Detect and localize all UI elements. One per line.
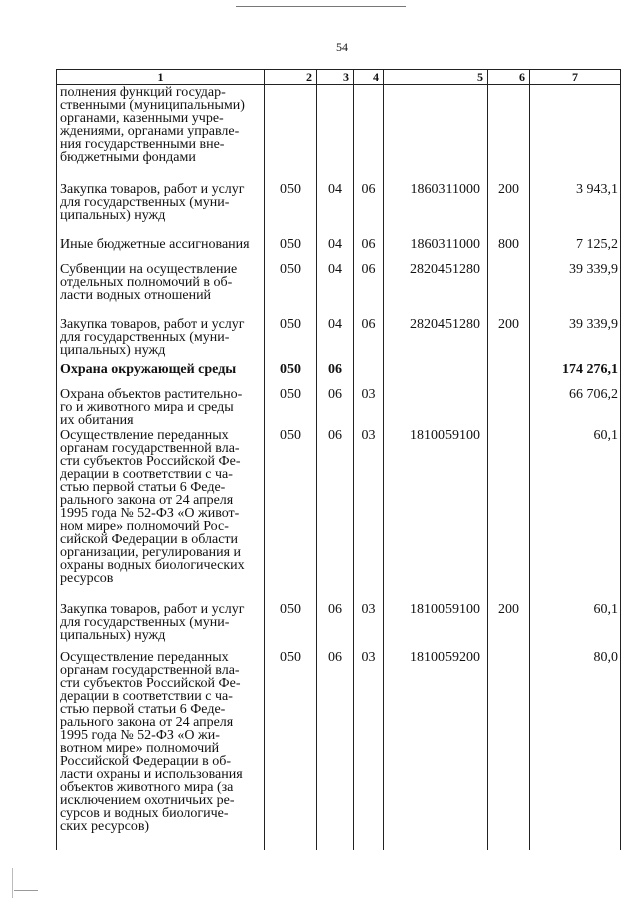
row-name: полнения функций государ- ственными (муниципальными) органами, казенными учре- ждениями, органами управле- ния государственными вне- бюджетными фондами [60, 85, 245, 165]
cell-value-c2: 050 [280, 386, 301, 402]
cell-c6 [488, 650, 530, 850]
cell-c6 [488, 317, 530, 362]
col-header-6: 6 [488, 70, 530, 85]
cell-value-c4: 03 [361, 427, 376, 443]
cell-value-c2: 050 [280, 649, 301, 665]
table-row [57, 428, 621, 602]
cell-c7 [530, 85, 621, 182]
cell-value-c3: 06 [328, 361, 342, 377]
cell-value-c3 [317, 85, 353, 86]
table-row [57, 602, 621, 650]
cell-value-c6: 200 [498, 601, 519, 617]
cell-value-c7: 60,1 [593, 601, 618, 617]
cell-c4 [354, 317, 384, 362]
cell-value-c4: 03 [361, 649, 376, 665]
cell-value-c2: 050 [280, 361, 301, 377]
cell-c4 [354, 362, 384, 387]
cell-c3 [317, 262, 354, 317]
cell-c4 [354, 262, 384, 317]
cell-c3 [317, 650, 354, 850]
cell-value-c4: 03 [361, 386, 376, 402]
cell-c4 [354, 387, 384, 428]
cell-c7 [530, 182, 621, 237]
cell-c6 [488, 85, 530, 182]
cell-value-c4: 06 [361, 316, 376, 332]
cell-value-c3: 04 [328, 261, 342, 277]
cell-c3 [317, 362, 354, 387]
cell-c5 [384, 182, 488, 237]
row-name: Закупка товаров, работ и услуг для государственных (муни- ципальных) нужд [60, 181, 245, 223]
row-name-cell [57, 362, 265, 387]
cell-value-c5 [384, 362, 487, 363]
cell-value-c2: 050 [280, 236, 301, 252]
table-row [57, 182, 621, 237]
cell-value-c6: 200 [498, 316, 519, 332]
cell-c7 [530, 317, 621, 362]
cell-c5 [384, 362, 488, 387]
cell-value-c4: 03 [361, 601, 376, 617]
header-row [57, 70, 621, 85]
row-name-cell [57, 650, 265, 850]
row-name: Охрана окружающей среды [60, 361, 237, 377]
cell-value-c2: 050 [280, 181, 301, 197]
cell-c3 [317, 182, 354, 237]
cell-value-c6 [488, 650, 529, 651]
row-name: Закупка товаров, работ и услуг для государственных (муни- ципальных) нужд [60, 316, 245, 358]
cell-value-c5 [384, 387, 487, 388]
cell-c5 [384, 602, 488, 650]
table-row [57, 262, 621, 317]
cell-c3 [317, 387, 354, 428]
cell-c4 [354, 428, 384, 602]
cell-c5 [384, 387, 488, 428]
row-name-cell [57, 262, 265, 317]
col-header-5: 5 [384, 70, 488, 85]
cell-c6 [488, 387, 530, 428]
cell-value-c7: 80,0 [593, 649, 618, 665]
table-row [57, 387, 621, 428]
cell-c4 [354, 237, 384, 262]
cell-c7 [530, 428, 621, 602]
row-name-cell [57, 237, 265, 262]
cell-c7 [530, 362, 621, 387]
cell-value-c2 [265, 85, 316, 86]
cell-c4 [354, 650, 384, 850]
cell-c2 [265, 317, 317, 362]
cell-value-c5: 2820451280 [410, 261, 480, 277]
cell-value-c2: 050 [280, 427, 301, 443]
row-name: Закупка товаров, работ и услуг для государственных (муни- ципальных) нужд [60, 601, 245, 643]
cell-c6 [488, 362, 530, 387]
cell-value-c2: 050 [280, 261, 301, 277]
cell-value-c5: 2820451280 [410, 316, 480, 332]
cell-value-c6: 800 [498, 236, 519, 252]
cell-value-c2: 050 [280, 601, 301, 617]
cell-c7 [530, 262, 621, 317]
cell-value-c7: 7 125,2 [576, 236, 618, 252]
cell-c5 [384, 237, 488, 262]
col-header-3: 3 [317, 70, 354, 85]
row-name: Субвенции на осуществление отдельных полномочий в об- ласти водных отношений [60, 261, 238, 303]
col-header-1: 1 [57, 70, 265, 85]
cell-c7 [530, 387, 621, 428]
cell-value-c4: 06 [361, 236, 376, 252]
cell-c7 [530, 237, 621, 262]
cell-c5 [384, 317, 488, 362]
cell-c6 [488, 602, 530, 650]
cell-c6 [488, 262, 530, 317]
cell-value-c3: 06 [328, 386, 342, 402]
cell-c2 [265, 262, 317, 317]
cell-value-c6 [488, 85, 529, 86]
cell-c4 [354, 602, 384, 650]
cell-value-c3: 04 [328, 181, 342, 197]
row-name-cell [57, 428, 265, 602]
cell-value-c7: 60,1 [593, 427, 618, 443]
cell-value-c6 [488, 262, 529, 263]
row-name-cell [57, 317, 265, 362]
row-name: Осуществление переданных органам государственной вла- сти субъектов Российской Фе- дерации в соответствии с ча- стью первой статьи 6 Феде- рального закона от 24 апреля 1995 года № 52-ФЗ «О живот- ном мире» полномочий Рос- сийской Федерации в области организации, регулирования и охраны водных биологических ресурсов [60, 427, 245, 586]
table-row [57, 317, 621, 362]
cell-value-c5: 1860311000 [410, 181, 480, 197]
cell-value-c7: 174 276,1 [562, 361, 618, 377]
table-row [57, 85, 621, 182]
cell-value-c2: 050 [280, 316, 301, 332]
cell-c3 [317, 85, 354, 182]
cell-value-c5 [384, 85, 487, 86]
row-name-cell [57, 387, 265, 428]
cell-value-c6: 200 [498, 181, 519, 197]
col-header-2: 2 [265, 70, 317, 85]
cell-c6 [488, 237, 530, 262]
row-name-cell [57, 85, 265, 182]
cell-value-c4 [354, 362, 383, 363]
cell-c3 [317, 237, 354, 262]
cell-value-c5: 1860311000 [410, 236, 480, 252]
table-body [57, 85, 621, 850]
cell-value-c5: 1810059100 [410, 601, 480, 617]
row-name: Осуществление переданных органам государственной вла- сти субъектов Российской Фе- дерации в соответствии с ча- стью первой статьи 6 Феде- рального закона от 24 апреля 1995 года № 52-ФЗ «О жи- вотном мире» полномочий Российской Федерации в об- ласти охраны и использования объектов животного мира (за исключением охотничьих ре- сурсов и водных биологиче- ских ресурсов) [60, 649, 243, 834]
cell-c4 [354, 182, 384, 237]
top-rule [236, 6, 406, 7]
cell-value-c6 [488, 362, 529, 363]
cell-value-c6 [488, 387, 529, 388]
cell-value-c6 [488, 428, 529, 429]
cell-c2 [265, 602, 317, 650]
margin-mark [12, 868, 13, 898]
row-name: Охрана объектов растительно- го и животного мира и среды их обитания [60, 386, 243, 428]
cell-c4 [354, 85, 384, 182]
cell-value-c3: 04 [328, 316, 342, 332]
cell-value-c3: 06 [328, 649, 342, 665]
cell-c2 [265, 237, 317, 262]
row-name-cell [57, 182, 265, 237]
cell-c2 [265, 362, 317, 387]
cell-value-c7 [530, 85, 620, 86]
table-row [57, 650, 621, 850]
cell-c2 [265, 182, 317, 237]
cell-value-c4 [354, 85, 383, 86]
cell-c2 [265, 85, 317, 182]
cell-c2 [265, 650, 317, 850]
row-name: Иные бюджетные ассигнования [60, 236, 250, 252]
cell-c2 [265, 387, 317, 428]
page-number: 54 [336, 40, 348, 54]
col-header-7: 7 [530, 70, 621, 85]
cell-c2 [265, 428, 317, 602]
cell-c3 [317, 428, 354, 602]
cell-value-c5: 1810059200 [410, 649, 480, 665]
budget-table [56, 69, 621, 850]
cell-value-c7: 39 339,9 [569, 261, 618, 277]
cell-c3 [317, 317, 354, 362]
cell-value-c3: 06 [328, 427, 342, 443]
cell-c6 [488, 182, 530, 237]
cell-value-c7: 66 706,2 [569, 386, 618, 402]
cell-c6 [488, 428, 530, 602]
col-header-4: 4 [354, 70, 384, 85]
cell-value-c3: 06 [328, 601, 342, 617]
margin-mark-bottom [14, 890, 38, 891]
table-row [57, 362, 621, 387]
cell-c7 [530, 650, 621, 850]
cell-c5 [384, 262, 488, 317]
cell-value-c5: 1810059100 [410, 427, 480, 443]
cell-c5 [384, 428, 488, 602]
cell-value-c4: 06 [361, 181, 376, 197]
cell-value-c7: 3 943,1 [576, 181, 618, 197]
row-name-cell [57, 602, 265, 650]
cell-value-c7: 39 339,9 [569, 316, 618, 332]
cell-value-c3: 04 [328, 236, 342, 252]
cell-c7 [530, 602, 621, 650]
cell-c3 [317, 602, 354, 650]
table-row [57, 237, 621, 262]
cell-value-c4: 06 [361, 261, 376, 277]
cell-c5 [384, 85, 488, 182]
cell-c5 [384, 650, 488, 850]
